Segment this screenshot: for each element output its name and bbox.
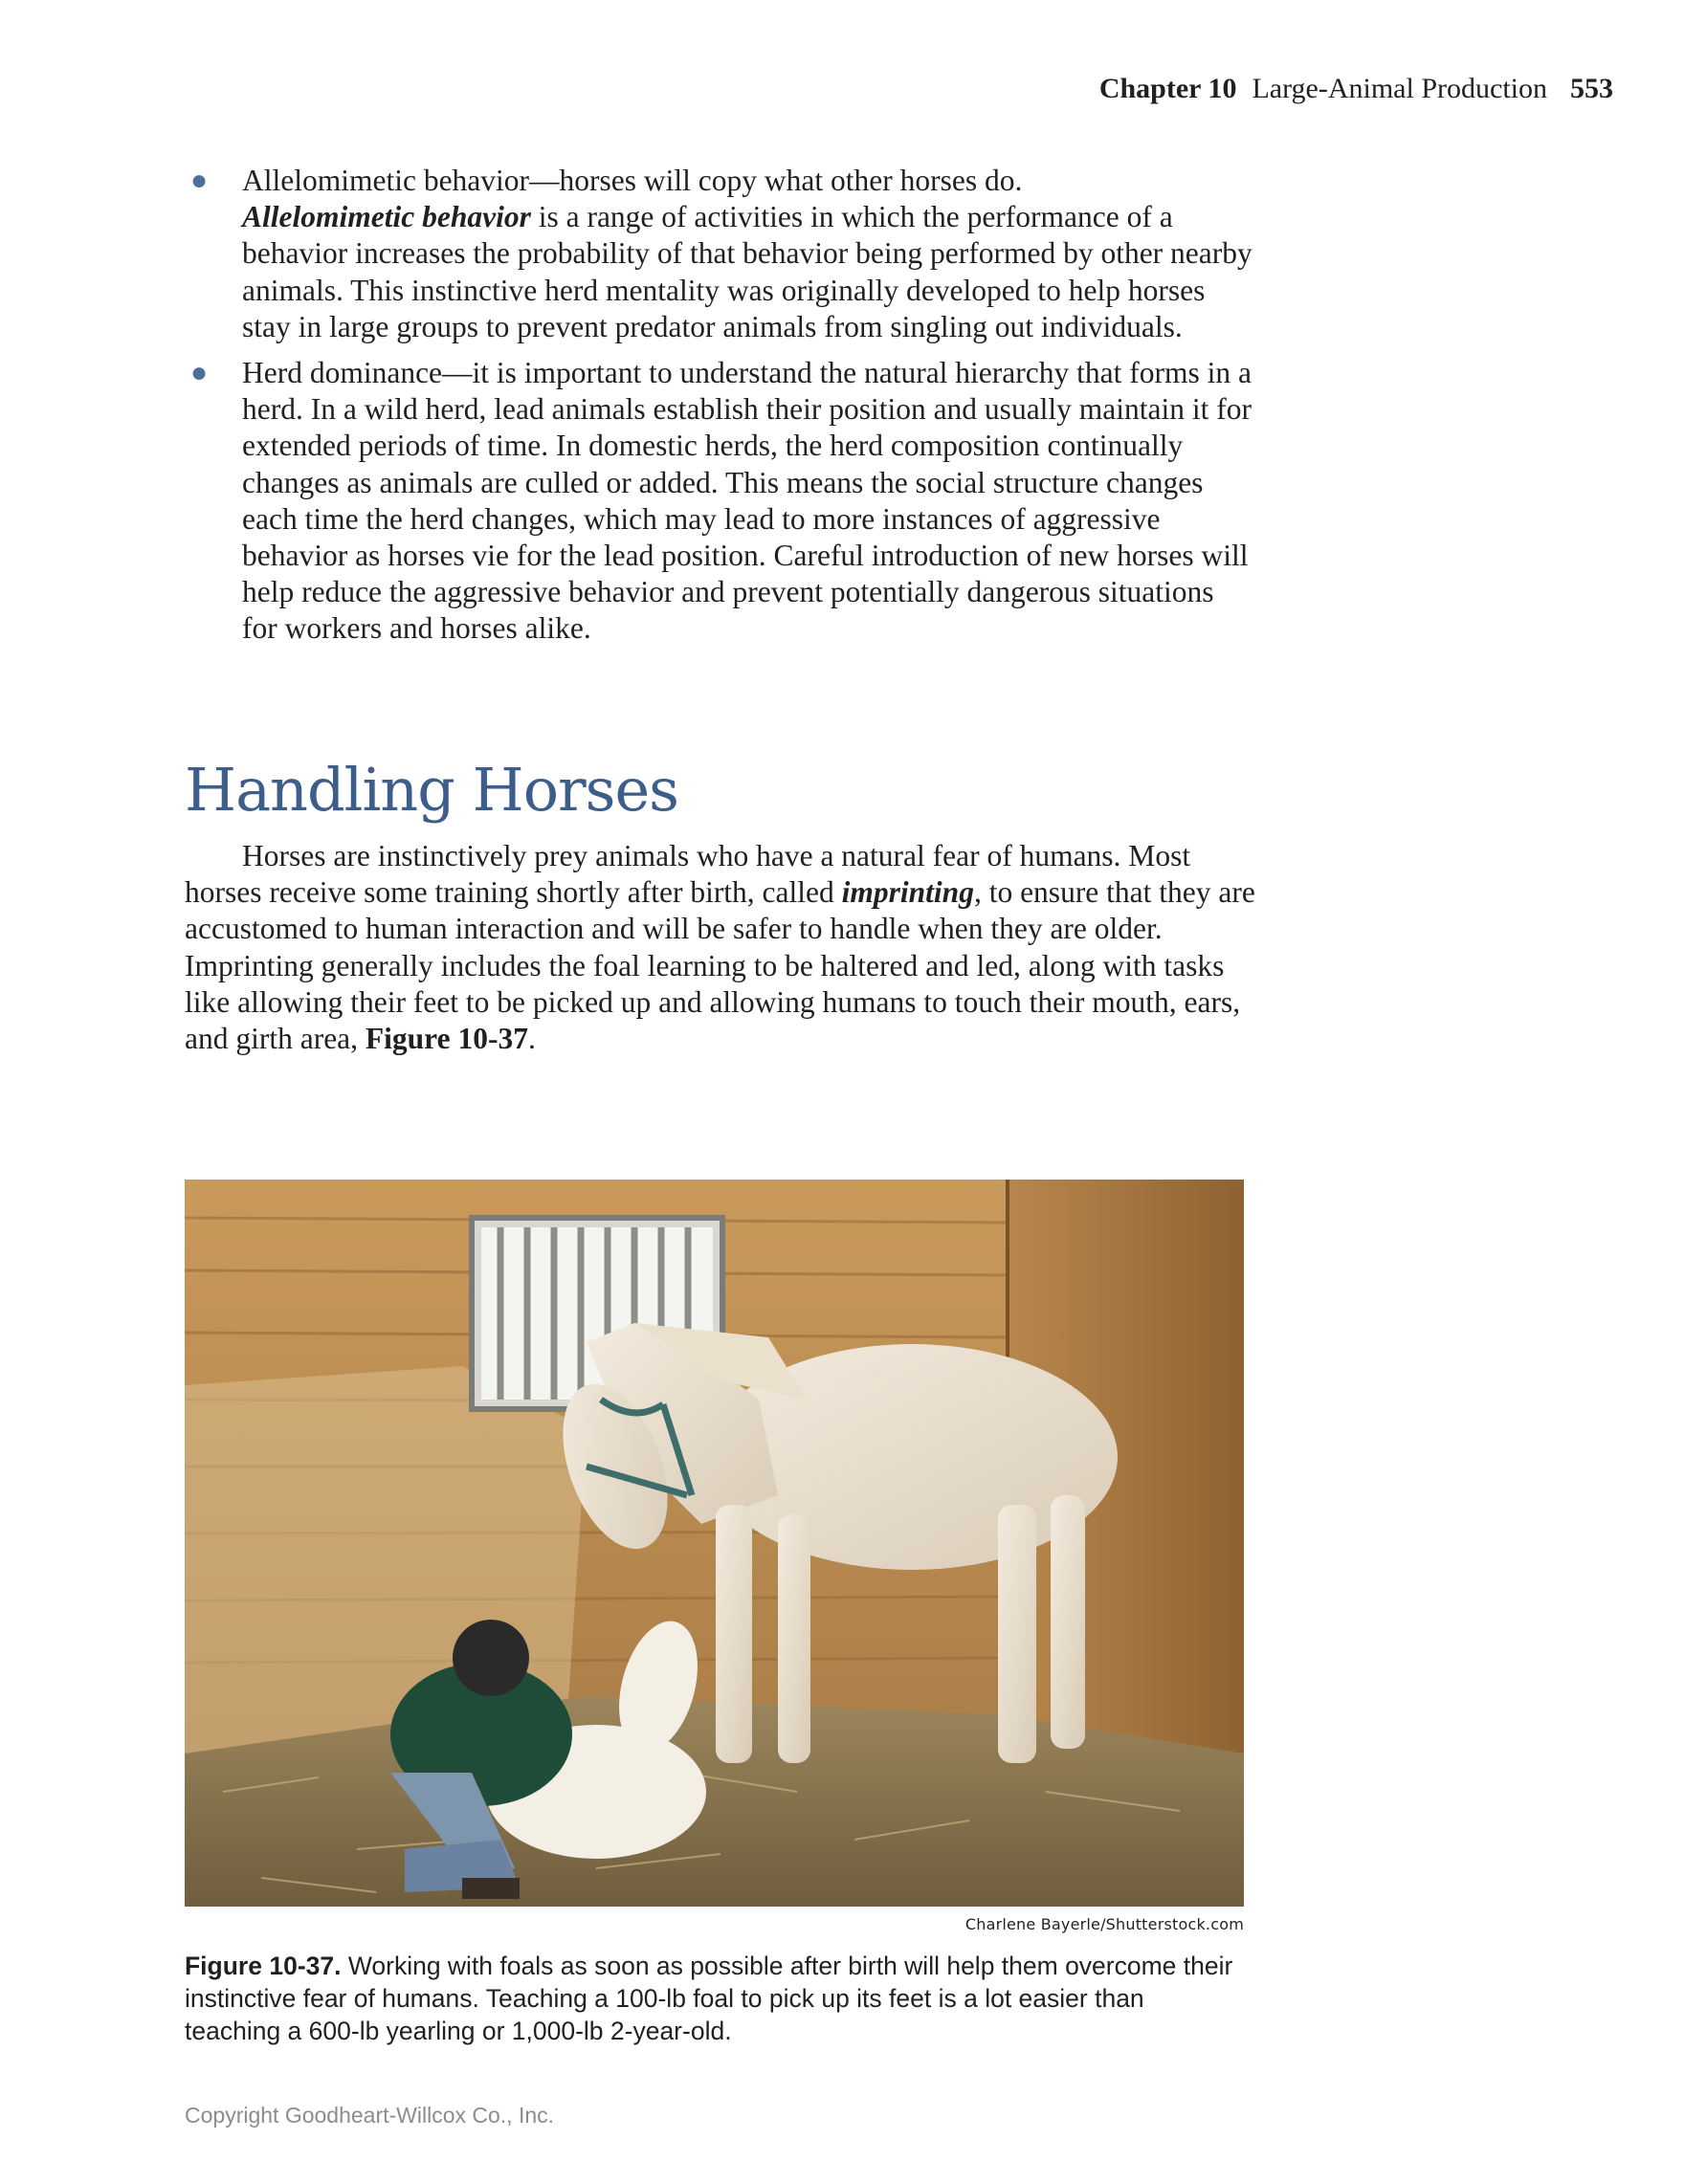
horse-stall-photo bbox=[185, 1180, 1244, 1907]
caption-label: Figure 10-37. bbox=[185, 1952, 342, 1980]
chapter-label: Chapter 10 bbox=[1098, 73, 1237, 104]
bullet-list bbox=[185, 163, 1256, 657]
figure-reference: Figure 10-37 bbox=[365, 1022, 528, 1056]
key-term: imprinting bbox=[841, 875, 974, 910]
list-item bbox=[185, 163, 1256, 345]
section-heading: Handling Horses bbox=[185, 755, 678, 825]
bullet-icon: ● bbox=[190, 357, 209, 389]
bullet-lead: Allelomimetic behavior—horses will copy what other horses do. bbox=[242, 164, 1023, 197]
page-number: 553 bbox=[1570, 73, 1613, 104]
caption-text: Working with foals as soon as possible after birth will help them overcome their instinctive fear of humans. Teaching a 100-lb foal to pick up its feet is a lot easier than teaching a 600-lb yearling or 1,000-lb 2-year-old. bbox=[185, 1952, 1233, 2045]
photo-credit: Charlene Bayerle/Shutterstock.com bbox=[964, 1915, 1244, 1933]
body-paragraph: Horses are instinctively prey animals who have a natural fear of humans. Most horses receive some training shortly after birth, called imprinting, to ensure that they are accustomed to human interaction and will be safer to handle when they are older. Imprinting generally includes the foal learning to be haltered and led, along with tasks like allowing their feet to be picked up and allowing humans to touch their mouth, ears, and girth area, Figure 10-37. bbox=[185, 839, 1255, 1056]
running-head bbox=[1099, 71, 1613, 107]
bullet-icon: ● bbox=[190, 165, 209, 196]
bullet-body: is a range of activities in which the performance of a behavior increases the probability of that behavior being performed by other nearby animals. This instinctive herd mentality was originally developed to help horses stay in large groups to prevent predator animals from singling out individuals. bbox=[242, 200, 1253, 343]
key-term: Allelomimetic behavior bbox=[242, 200, 531, 234]
figure-caption bbox=[185, 1950, 1247, 2047]
list-item bbox=[185, 355, 1256, 648]
figure-photo bbox=[185, 1180, 1244, 1907]
chapter-title: Large-Animal Production bbox=[1252, 73, 1547, 104]
bullet-body: Herd dominance—it is important to understand the natural hierarchy that forms in a herd. In a wild herd, lead animals establish their position and usually maintain it for extended periods of time. In domestic herds, the herd composition continually changes as animals are culled or added. This means the social structure changes each time the herd changes, which may lead to more instances of aggressive behavior as horses vie for the lead position. Careful introduction of new horses will help reduce the aggressive behavior and prevent potentially dangerous situations for workers and horses alike. bbox=[242, 356, 1253, 646]
copyright-footer: Copyright Goodheart-Willcox Co., Inc. bbox=[185, 2103, 555, 2128]
